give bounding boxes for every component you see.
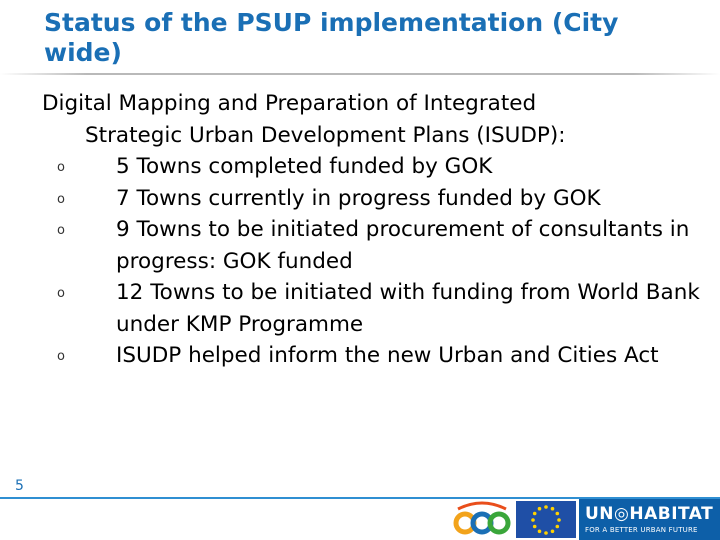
list-item-text: 12 Towns to be initiated with funding from World Bank under KMP Programme [116,280,700,337]
title-divider [0,73,720,75]
bullet-icon: o [57,191,65,207]
bullet-icon: o [57,160,65,175]
lead-text-line-2: Strategic Urban Development Plans (ISUDP): [85,122,566,148]
bullet-icon: o [57,349,65,364]
footer-logos [452,499,720,540]
un-habitat-tagline: FOR A BETTER URBAN FUTURE [585,526,698,534]
list-item-text: 9 Towns to be initiated procurement of consultants in progress: GOK funded [116,217,690,274]
list-item [42,183,702,215]
slide-body [42,88,702,372]
list-item-text: 7 Towns currently in progress funded by GOK [116,185,601,211]
bullet-icon: o [57,223,65,238]
bullet-list [42,151,702,372]
acp-logo-icon [452,501,512,537]
list-item-text: ISUDP helped inform the new Urban and Cities Act [116,343,659,368]
slide-title: Status of the PSUP implementation (City wide) [44,8,619,67]
page-number: 5 [15,478,24,494]
un-habitat-name: UN◎HABITAT [585,504,714,524]
eu-flag-icon [516,501,576,538]
un-habitat-logo [579,499,720,540]
list-item [42,340,702,372]
list-item-text: 5 Towns completed funded by GOK [116,154,493,179]
list-item [42,277,702,340]
list-item [42,151,702,183]
list-item [42,214,702,277]
bullet-icon: o [57,286,65,301]
lead-text-line-1: Digital Mapping and Preparation of Integrated [42,91,537,116]
